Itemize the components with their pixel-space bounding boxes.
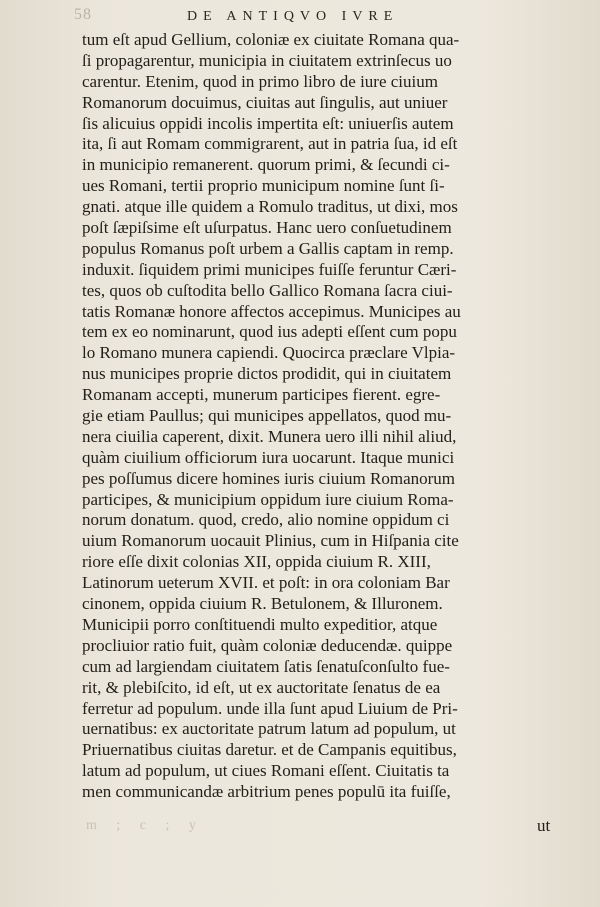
- text-line: latum ad populum, ut ciues Romani eſſent. Ciuitatis ta: [82, 761, 450, 781]
- text-line: Priuernatibus ciuitas daretur. et de Campanis equitibus,: [82, 740, 457, 760]
- text-line: ſis alicuius oppidi incolis impertita eſt: uniuerſis autem: [82, 113, 454, 133]
- text-line: procliuior ratio fuit, quàm coloniæ deducendæ. quippe: [82, 635, 453, 655]
- text-line: norum donatum. quod, credo, alio nomine oppidum ci: [82, 510, 450, 530]
- text-line: cum ad largiendam ciuitatem ſatis ſenatuſconſulto fue-: [82, 656, 450, 676]
- text-line: in municipio remanerent. quorum primi, & ſecundi ci-: [82, 155, 450, 175]
- signature-mark: m ; c ; y: [86, 818, 204, 833]
- text-line: quàm ciuilium officiorum iura uocarunt. Itaque munici: [82, 447, 455, 467]
- text-line: populus Romanus poſt urbem a Gallis captam in remp.: [82, 238, 454, 258]
- catchword: ut: [537, 816, 551, 835]
- text-line: carentur. Etenim, quod in primo libro de iure ciuium: [82, 71, 438, 91]
- text-line: gie etiam Paullus; qui municipes appellatos, quod mu-: [82, 406, 452, 426]
- text-line: lo Romano munera capiendi. Quocirca præclare Vlpia-: [82, 343, 456, 363]
- text-line: poſt ſæpiſsime eſt uſurpatus. Hanc uero conſuetudinem: [82, 218, 452, 238]
- text-line: men communicandæ arbitrium penes populū ita fuiſſe,: [82, 782, 451, 802]
- running-head: DE ANTIQVO IVRE: [187, 9, 399, 24]
- text-line: Latinorum ueterum XVII. et poſt: in ora coloniam Bar: [82, 573, 450, 593]
- text-line: rit, & plebiſcito, id eſt, ut ex auctoritate ſenatus de ea: [82, 677, 441, 697]
- text-line: pes poſſumus dicere homines iuris ciuium Romanorum: [82, 468, 456, 488]
- text-line: nus municipes proprie dictos prodidit, qui in ciuitatem: [82, 364, 452, 384]
- page-number: 58: [74, 6, 92, 23]
- text-line: induxit. ſiquidem primi municipes fuiſſe feruntur Cæri-: [82, 259, 457, 279]
- text-line: riore eſſe dixit colonias XII, oppida ciuium R. XIII,: [82, 552, 431, 572]
- text-line: Romanam accepti, munerum participes fierent. egre-: [82, 385, 441, 405]
- text-line: tatis Romanæ honore affectos accepimus. Municipes au: [82, 301, 461, 321]
- text-line: gnati. atque ille quidem a Romulo traditus, ut dixi, mos: [82, 197, 458, 217]
- text-line: ita, ſi aut Romam commigrarent, aut in patria ſua, id eſt: [82, 134, 458, 154]
- text-line: uernatibus: ex auctoritate patrum latum ad populum, ut: [82, 719, 456, 739]
- body-text: [82, 30, 562, 803]
- text-line: uium Romanorum uocauit Plinius, cum in Hiſpania cite: [82, 531, 459, 551]
- text-line: participes, & municipium oppidum iure ciuium Roma-: [82, 489, 454, 509]
- text-line: tum eſt apud Gellium, coloniæ ex ciuitate Romana qua-: [82, 30, 460, 49]
- text-line: ferretur ad populum. unde illa ſunt apud Liuium de Pri-: [82, 698, 458, 718]
- text-line: tes, quos ob cuſtodita bello Gallico Romana ſacra ciui-: [82, 280, 453, 300]
- text-line: cinonem, oppida ciuium R. Betulonem, & Illuronem.: [82, 594, 443, 614]
- text-line: ues Romani, tertii proprio municipum nomine ſunt ſi-: [82, 176, 445, 196]
- text-line: Romanorum docuimus, ciuitas aut ſingulis, aut uniuer: [82, 92, 448, 112]
- text-line: Municipii porro conſtituendi multo expeditior, atque: [82, 614, 438, 634]
- text-line: nera ciuilia caperent, dixit. Munera uero illi nihil aliud,: [82, 426, 457, 446]
- text-line: ſi propagarentur, municipia in ciuitatem extrinſecus uo: [82, 50, 452, 70]
- text-line: tem ex eo nominarunt, quod ius adepti eſſent cum popu: [82, 322, 457, 342]
